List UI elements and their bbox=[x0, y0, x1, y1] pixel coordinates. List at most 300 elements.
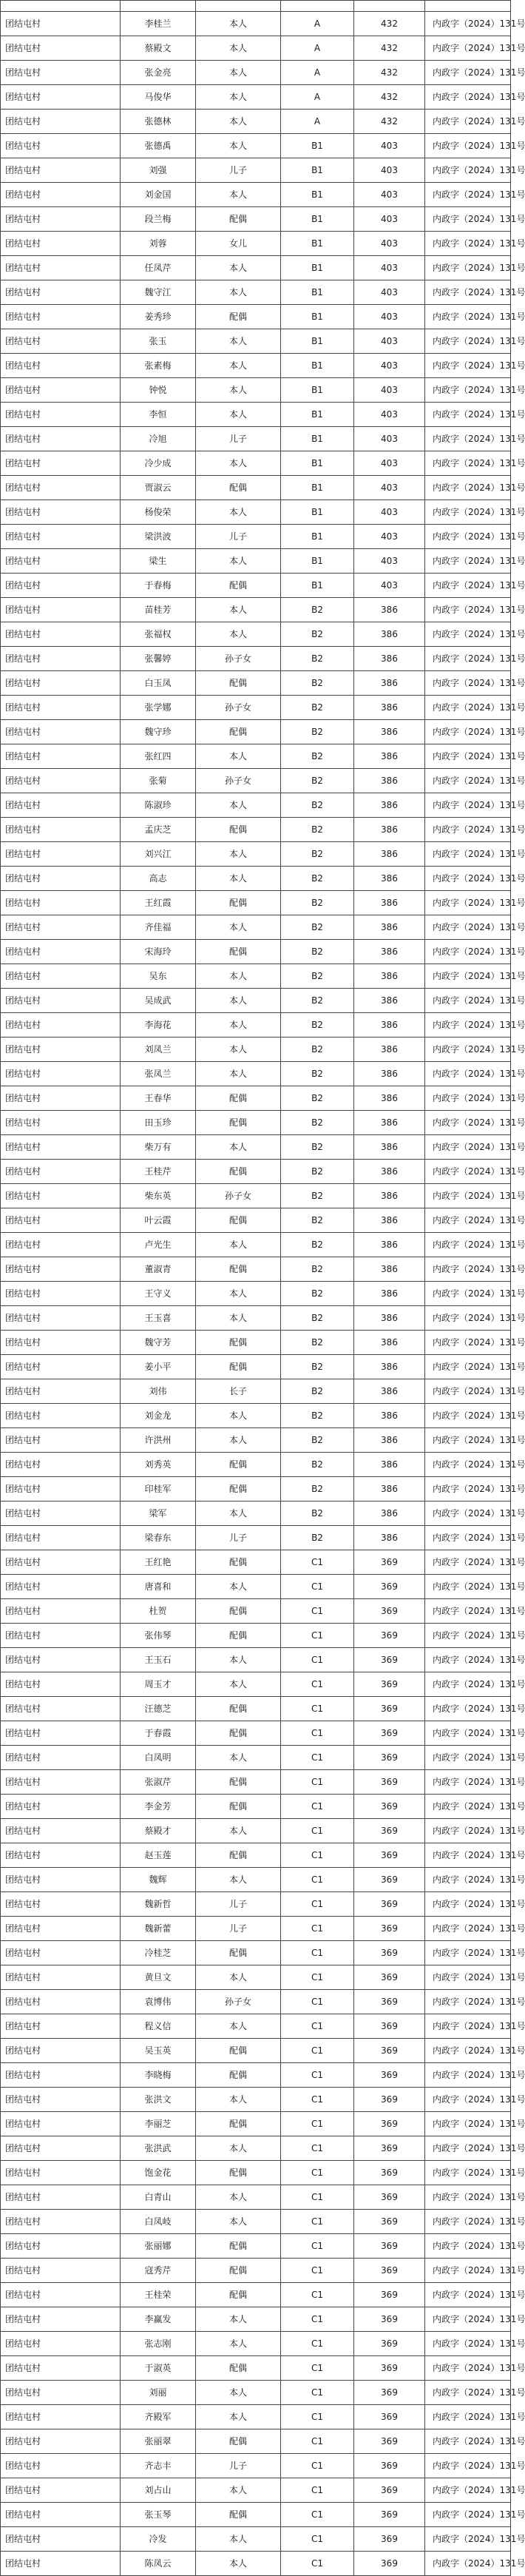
name-cell: 张志刚 bbox=[121, 2332, 196, 2356]
grade-cell: C1 bbox=[281, 1917, 354, 1941]
grade-cell: C1 bbox=[281, 2136, 354, 2161]
table-row bbox=[1, 2283, 511, 2307]
table-row bbox=[1, 696, 511, 720]
name-cell: 白青山 bbox=[121, 2185, 196, 2210]
table-row bbox=[1, 867, 511, 891]
village-cell: 团结屯村 bbox=[1, 940, 121, 964]
relation-cell: 配偶 bbox=[196, 2234, 281, 2259]
document-cell: 内政字（2024）131号 bbox=[425, 842, 511, 867]
table-row bbox=[1, 2356, 511, 2381]
relation-cell: 本人 bbox=[196, 598, 281, 622]
amount-cell: 369 bbox=[354, 2356, 425, 2381]
amount-cell: 369 bbox=[354, 2405, 425, 2429]
document-cell: 内政字（2024）131号 bbox=[425, 1795, 511, 1819]
grade-cell: B2 bbox=[281, 1404, 354, 1428]
village-cell: 团结屯村 bbox=[1, 256, 121, 280]
name-cell: 李桂兰 bbox=[121, 12, 196, 36]
document-cell: 内政字（2024）131号 bbox=[425, 793, 511, 818]
village-cell: 团结屯村 bbox=[1, 500, 121, 525]
village-cell: 团结屯村 bbox=[1, 769, 121, 793]
name-cell: 李丽芝 bbox=[121, 2112, 196, 2136]
grade-cell: B2 bbox=[281, 1428, 354, 1453]
relation-cell: 本人 bbox=[196, 1648, 281, 1672]
grade-cell: C1 bbox=[281, 1819, 354, 1843]
grade-cell: C1 bbox=[281, 1965, 354, 1990]
name-cell: 吴东 bbox=[121, 964, 196, 989]
name-cell: 李恒 bbox=[121, 403, 196, 427]
grade-cell: B2 bbox=[281, 1111, 354, 1135]
document-cell: 内政字（2024）131号 bbox=[425, 1843, 511, 1868]
grade-cell: C1 bbox=[281, 1721, 354, 1746]
relation-cell: 长子 bbox=[196, 1379, 281, 1404]
name-cell: 董淑青 bbox=[121, 1257, 196, 1282]
village-cell: 团结屯村 bbox=[1, 61, 121, 85]
amount-cell: 386 bbox=[354, 769, 425, 793]
document-cell: 内政字（2024）131号 bbox=[425, 2039, 511, 2063]
amount-cell: 403 bbox=[354, 378, 425, 403]
relation-cell: 儿子 bbox=[196, 1892, 281, 1917]
name-cell: 孟庆芝 bbox=[121, 818, 196, 842]
table-row bbox=[1, 61, 511, 85]
village-cell: 团结屯村 bbox=[1, 1428, 121, 1453]
name-cell: 梁春东 bbox=[121, 1526, 196, 1550]
name-cell: 魏辉 bbox=[121, 1868, 196, 1892]
document-cell: 内政字（2024）131号 bbox=[425, 2429, 511, 2454]
grade-cell: B1 bbox=[281, 354, 354, 378]
name-cell: 钟悦 bbox=[121, 378, 196, 403]
amount-cell: 386 bbox=[354, 598, 425, 622]
name-cell: 李金芳 bbox=[121, 1795, 196, 1819]
relation-cell: 本人 bbox=[196, 549, 281, 574]
table-row bbox=[1, 280, 511, 305]
table-row bbox=[1, 1892, 511, 1917]
name-cell: 魏新蕾 bbox=[121, 1917, 196, 1941]
relation-cell: 本人 bbox=[196, 1038, 281, 1062]
relation-cell: 配偶 bbox=[196, 2161, 281, 2185]
amount-cell: 369 bbox=[354, 1721, 425, 1746]
village-cell: 团结屯村 bbox=[1, 1453, 121, 1477]
table-row bbox=[1, 1843, 511, 1868]
village-cell: 团结屯村 bbox=[1, 110, 121, 134]
table-row bbox=[1, 989, 511, 1013]
document-cell: 内政字（2024）131号 bbox=[425, 1428, 511, 1453]
name-cell: 张凤兰 bbox=[121, 1062, 196, 1086]
relation-cell: 本人 bbox=[196, 134, 281, 158]
name-cell: 段兰梅 bbox=[121, 207, 196, 232]
amount-cell: 369 bbox=[354, 2112, 425, 2136]
document-cell: 内政字（2024）131号 bbox=[425, 1868, 511, 1892]
amount-cell: 386 bbox=[354, 1184, 425, 1208]
relation-cell: 本人 bbox=[196, 85, 281, 110]
relation-cell: 配偶 bbox=[196, 1086, 281, 1111]
grade-cell: C1 bbox=[281, 2161, 354, 2185]
grade-cell: B2 bbox=[281, 1257, 354, 1282]
name-cell: 王玉石 bbox=[121, 1648, 196, 1672]
relation-cell: 本人 bbox=[196, 622, 281, 647]
table-row bbox=[1, 671, 511, 696]
amount-cell: 369 bbox=[354, 1550, 425, 1575]
village-cell: 团结屯村 bbox=[1, 2185, 121, 2210]
grade-cell: B1 bbox=[281, 574, 354, 598]
document-cell: 内政字（2024）131号 bbox=[425, 1648, 511, 1672]
document-cell: 内政字（2024）131号 bbox=[425, 867, 511, 891]
grade-cell: B2 bbox=[281, 598, 354, 622]
document-cell: 内政字（2024）131号 bbox=[425, 1355, 511, 1379]
grade-cell: C1 bbox=[281, 1843, 354, 1868]
village-cell: 团结屯村 bbox=[1, 1355, 121, 1379]
village-cell: 团结屯村 bbox=[1, 2161, 121, 2185]
document-cell: 内政字（2024）131号 bbox=[425, 989, 511, 1013]
document-cell: 内政字（2024）131号 bbox=[425, 1550, 511, 1575]
village-cell: 团结屯村 bbox=[1, 451, 121, 476]
village-cell: 团结屯村 bbox=[1, 2136, 121, 2161]
village-cell: 团结屯村 bbox=[1, 1257, 121, 1282]
village-cell: 团结屯村 bbox=[1, 1990, 121, 2014]
document-cell: 内政字（2024）131号 bbox=[425, 1990, 511, 2014]
amount-cell: 386 bbox=[354, 1160, 425, 1184]
village-cell: 团结屯村 bbox=[1, 1160, 121, 1184]
name-cell: 唐喜和 bbox=[121, 1575, 196, 1599]
village-cell: 团结屯村 bbox=[1, 1526, 121, 1550]
amount-cell: 386 bbox=[354, 1331, 425, 1355]
relation-cell: 孙子女 bbox=[196, 1184, 281, 1208]
amount-cell: 386 bbox=[354, 1526, 425, 1550]
amount-cell: 386 bbox=[354, 1428, 425, 1453]
document-cell: 内政字（2024）131号 bbox=[425, 1697, 511, 1721]
relation-cell: 本人 bbox=[196, 1062, 281, 1086]
table-row bbox=[1, 1160, 511, 1184]
relation-cell: 本人 bbox=[196, 1575, 281, 1599]
name-cell: 黄旦文 bbox=[121, 1965, 196, 1990]
table-row bbox=[1, 2332, 511, 2356]
grade-cell: B2 bbox=[281, 915, 354, 940]
document-cell: 内政字（2024）131号 bbox=[425, 1208, 511, 1233]
amount-cell: 369 bbox=[354, 2381, 425, 2405]
amount-cell: 386 bbox=[354, 1355, 425, 1379]
village-cell: 团结屯村 bbox=[1, 2503, 121, 2527]
document-cell: 内政字（2024）131号 bbox=[425, 622, 511, 647]
document-cell: 内政字（2024）131号 bbox=[425, 1282, 511, 1306]
grade-cell: B2 bbox=[281, 818, 354, 842]
table-row bbox=[1, 1917, 511, 1941]
village-cell: 团结屯村 bbox=[1, 842, 121, 867]
name-cell: 刘丽 bbox=[121, 2381, 196, 2405]
table-row bbox=[1, 1428, 511, 1453]
village-cell: 团结屯村 bbox=[1, 891, 121, 915]
grade-cell: C1 bbox=[281, 2112, 354, 2136]
table-row bbox=[1, 793, 511, 818]
name-cell: 于淑英 bbox=[121, 2356, 196, 2381]
table-row bbox=[1, 1257, 511, 1282]
name-cell: 刘凤兰 bbox=[121, 1038, 196, 1062]
document-cell: 内政字（2024）131号 bbox=[425, 915, 511, 940]
document-cell: 内政字（2024）131号 bbox=[425, 378, 511, 403]
grade-cell: A bbox=[281, 110, 354, 134]
name-cell: 王春华 bbox=[121, 1086, 196, 1111]
name-cell: 于春梅 bbox=[121, 574, 196, 598]
relation-cell: 儿子 bbox=[196, 158, 281, 183]
name-cell: 程义信 bbox=[121, 2014, 196, 2039]
village-cell: 团结屯村 bbox=[1, 1111, 121, 1135]
document-cell: 内政字（2024）131号 bbox=[425, 2259, 511, 2283]
name-cell: 张素梅 bbox=[121, 354, 196, 378]
name-cell: 刘占山 bbox=[121, 2478, 196, 2503]
village-cell: 团结屯村 bbox=[1, 1917, 121, 1941]
table-row bbox=[1, 2185, 511, 2210]
relation-cell: 本人 bbox=[196, 2185, 281, 2210]
document-cell: 内政字（2024）131号 bbox=[425, 1770, 511, 1795]
village-cell: 团结屯村 bbox=[1, 1941, 121, 1965]
name-cell: 印桂军 bbox=[121, 1477, 196, 1501]
relation-cell: 配偶 bbox=[196, 818, 281, 842]
grade-cell: B2 bbox=[281, 842, 354, 867]
village-cell: 团结屯村 bbox=[1, 1233, 121, 1257]
village-cell: 团结屯村 bbox=[1, 598, 121, 622]
amount-cell: 403 bbox=[354, 280, 425, 305]
table-row bbox=[1, 476, 511, 500]
name-cell: 田玉珍 bbox=[121, 1111, 196, 1135]
relation-cell: 本人 bbox=[196, 1819, 281, 1843]
grade-cell: B2 bbox=[281, 1160, 354, 1184]
grade-cell: C1 bbox=[281, 2429, 354, 2454]
village-cell: 团结屯村 bbox=[1, 525, 121, 549]
table-row bbox=[1, 915, 511, 940]
grade-cell: B2 bbox=[281, 1526, 354, 1550]
document-cell: 内政字（2024）131号 bbox=[425, 2454, 511, 2478]
relation-cell: 配偶 bbox=[196, 1331, 281, 1355]
table-row bbox=[1, 403, 511, 427]
amount-cell: 369 bbox=[354, 1892, 425, 1917]
table-row bbox=[1, 36, 511, 61]
document-cell: 内政字（2024）131号 bbox=[425, 232, 511, 256]
village-cell: 团结屯村 bbox=[1, 476, 121, 500]
grade-cell: B2 bbox=[281, 671, 354, 696]
table-row bbox=[1, 1624, 511, 1648]
table-row bbox=[1, 647, 511, 671]
table-row bbox=[1, 2429, 511, 2454]
document-cell: 内政字（2024）131号 bbox=[425, 1086, 511, 1111]
table-row bbox=[1, 500, 511, 525]
relation-cell: 儿子 bbox=[196, 525, 281, 549]
table-row bbox=[1, 1331, 511, 1355]
amount-cell: 369 bbox=[354, 1990, 425, 2014]
village-cell: 团结屯村 bbox=[1, 183, 121, 207]
table-row bbox=[1, 622, 511, 647]
grade-cell: C1 bbox=[281, 1868, 354, 1892]
name-cell: 吴玉英 bbox=[121, 2039, 196, 2063]
amount-cell: 369 bbox=[354, 2039, 425, 2063]
document-cell: 内政字（2024）131号 bbox=[425, 964, 511, 989]
table-row bbox=[1, 2161, 511, 2185]
grade-cell: C1 bbox=[281, 1599, 354, 1624]
grade-cell: C1 bbox=[281, 2014, 354, 2039]
relation-cell: 本人 bbox=[196, 989, 281, 1013]
name-cell: 冷旭 bbox=[121, 427, 196, 451]
relation-cell: 配偶 bbox=[196, 2283, 281, 2307]
village-cell: 团结屯村 bbox=[1, 134, 121, 158]
village-cell: 团结屯村 bbox=[1, 1965, 121, 1990]
amount-cell: 369 bbox=[354, 2478, 425, 2503]
relation-cell: 本人 bbox=[196, 1306, 281, 1331]
name-cell: 叶云霞 bbox=[121, 1208, 196, 1233]
village-cell: 团结屯村 bbox=[1, 1184, 121, 1208]
table-row bbox=[1, 2234, 511, 2259]
name-cell: 白凤明 bbox=[121, 1746, 196, 1770]
document-cell: 内政字（2024）131号 bbox=[425, 2210, 511, 2234]
table-row bbox=[1, 1306, 511, 1331]
village-cell: 团结屯村 bbox=[1, 1795, 121, 1819]
name-cell: 梁军 bbox=[121, 1501, 196, 1526]
village-cell: 团结屯村 bbox=[1, 696, 121, 720]
grade-cell: B1 bbox=[281, 134, 354, 158]
village-cell: 团结屯村 bbox=[1, 2307, 121, 2332]
amount-cell: 403 bbox=[354, 403, 425, 427]
village-cell: 团结屯村 bbox=[1, 2088, 121, 2112]
amount-cell: 386 bbox=[354, 989, 425, 1013]
village-cell: 团结屯村 bbox=[1, 378, 121, 403]
amount-cell: 369 bbox=[354, 1965, 425, 1990]
amount-cell: 369 bbox=[354, 2259, 425, 2283]
document-cell: 内政字（2024）131号 bbox=[425, 2063, 511, 2088]
grade-cell: B2 bbox=[281, 696, 354, 720]
table-row bbox=[1, 1135, 511, 1160]
name-cell: 张玉 bbox=[121, 329, 196, 354]
amount-cell: 369 bbox=[354, 2014, 425, 2039]
document-cell: 内政字（2024）131号 bbox=[425, 36, 511, 61]
amount-cell: 386 bbox=[354, 1453, 425, 1477]
name-cell: 张学娜 bbox=[121, 696, 196, 720]
village-cell: 团结屯村 bbox=[1, 2283, 121, 2307]
name-cell: 饱金花 bbox=[121, 2161, 196, 2185]
name-cell: 寇秀芹 bbox=[121, 2259, 196, 2283]
grade-cell: B2 bbox=[281, 1453, 354, 1477]
relation-cell: 本人 bbox=[196, 61, 281, 85]
name-cell: 梁生 bbox=[121, 549, 196, 574]
table-row bbox=[1, 329, 511, 354]
amount-cell: 386 bbox=[354, 1233, 425, 1257]
table-row bbox=[1, 842, 511, 867]
name-cell: 张金亮 bbox=[121, 61, 196, 85]
village-cell: 团结屯村 bbox=[1, 2210, 121, 2234]
amount-cell: 432 bbox=[354, 36, 425, 61]
name-cell: 柴万有 bbox=[121, 1135, 196, 1160]
table-row bbox=[1, 818, 511, 842]
table-row bbox=[1, 2503, 511, 2527]
table-row bbox=[1, 2381, 511, 2405]
relation-cell: 配偶 bbox=[196, 2356, 281, 2381]
village-cell: 团结屯村 bbox=[1, 1770, 121, 1795]
grade-cell: C1 bbox=[281, 2307, 354, 2332]
name-cell: 王桂芹 bbox=[121, 1160, 196, 1184]
amount-cell: 386 bbox=[354, 1501, 425, 1526]
document-cell: 内政字（2024）131号 bbox=[425, 1721, 511, 1746]
table-row bbox=[1, 2454, 511, 2478]
document-cell: 内政字（2024）131号 bbox=[425, 1477, 511, 1501]
village-cell: 团结屯村 bbox=[1, 2014, 121, 2039]
name-cell: 冷发 bbox=[121, 2527, 196, 2552]
document-cell: 内政字（2024）131号 bbox=[425, 207, 511, 232]
relation-cell: 配偶 bbox=[196, 1941, 281, 1965]
name-cell: 王守义 bbox=[121, 1282, 196, 1306]
amount-cell: 369 bbox=[354, 1697, 425, 1721]
amount-cell: 369 bbox=[354, 1672, 425, 1697]
name-cell: 魏守江 bbox=[121, 280, 196, 305]
name-cell: 冷少成 bbox=[121, 451, 196, 476]
amount-cell: 386 bbox=[354, 891, 425, 915]
name-cell: 白凤岐 bbox=[121, 2210, 196, 2234]
amount-cell: 369 bbox=[354, 1843, 425, 1868]
amount-cell: 403 bbox=[354, 207, 425, 232]
village-cell: 团结屯村 bbox=[1, 1306, 121, 1331]
document-cell: 内政字（2024）131号 bbox=[425, 305, 511, 329]
amount-cell: 403 bbox=[354, 451, 425, 476]
document-cell: 内政字（2024）131号 bbox=[425, 2112, 511, 2136]
document-cell: 内政字（2024）131号 bbox=[425, 2381, 511, 2405]
village-cell: 团结屯村 bbox=[1, 2332, 121, 2356]
name-cell: 张红四 bbox=[121, 744, 196, 769]
grade-cell: C1 bbox=[281, 1892, 354, 1917]
table-row bbox=[1, 1941, 511, 1965]
name-cell: 蔡殿才 bbox=[121, 1819, 196, 1843]
document-cell: 内政字（2024）131号 bbox=[425, 2356, 511, 2381]
table-row bbox=[1, 1013, 511, 1038]
village-cell: 团结屯村 bbox=[1, 2234, 121, 2259]
amount-cell: 403 bbox=[354, 134, 425, 158]
relation-cell: 孙子女 bbox=[196, 696, 281, 720]
name-cell: 李晓梅 bbox=[121, 2063, 196, 2088]
grade-cell: C1 bbox=[281, 1672, 354, 1697]
relation-cell: 配偶 bbox=[196, 2039, 281, 2063]
document-cell: 内政字（2024）131号 bbox=[425, 427, 511, 451]
village-cell: 团结屯村 bbox=[1, 232, 121, 256]
amount-cell: 386 bbox=[354, 915, 425, 940]
relation-cell: 本人 bbox=[196, 110, 281, 134]
amount-cell: 386 bbox=[354, 1111, 425, 1135]
amount-cell: 403 bbox=[354, 574, 425, 598]
village-cell: 团结屯村 bbox=[1, 1648, 121, 1672]
amount-cell: 386 bbox=[354, 1135, 425, 1160]
document-cell: 内政字（2024）131号 bbox=[425, 1819, 511, 1843]
table-row bbox=[1, 207, 511, 232]
name-cell: 杨俊荣 bbox=[121, 500, 196, 525]
name-cell: 马俊华 bbox=[121, 85, 196, 110]
village-cell: 团结屯村 bbox=[1, 671, 121, 696]
name-cell: 张丽娜 bbox=[121, 2234, 196, 2259]
table-row bbox=[1, 1795, 511, 1819]
amount-cell: 386 bbox=[354, 818, 425, 842]
table-row bbox=[1, 549, 511, 574]
grade-cell: B1 bbox=[281, 183, 354, 207]
relation-cell: 配偶 bbox=[196, 1697, 281, 1721]
amount-cell: 386 bbox=[354, 1038, 425, 1062]
document-cell: 内政字（2024）131号 bbox=[425, 2088, 511, 2112]
amount-cell: 386 bbox=[354, 842, 425, 867]
village-cell: 团结屯村 bbox=[1, 2552, 121, 2576]
amount-cell: 369 bbox=[354, 2136, 425, 2161]
relation-cell: 配偶 bbox=[196, 305, 281, 329]
table-row bbox=[1, 2405, 511, 2429]
amount-cell: 369 bbox=[354, 1599, 425, 1624]
table-row bbox=[1, 525, 511, 549]
name-cell: 陈凤云 bbox=[121, 2552, 196, 2576]
grade-cell: C1 bbox=[281, 1624, 354, 1648]
grade-cell: B2 bbox=[281, 1501, 354, 1526]
table-row bbox=[1, 2527, 511, 2552]
table-row bbox=[1, 1208, 511, 1233]
relation-cell: 本人 bbox=[196, 1746, 281, 1770]
amount-cell: 369 bbox=[354, 2234, 425, 2259]
name-cell: 王红艳 bbox=[121, 1550, 196, 1575]
